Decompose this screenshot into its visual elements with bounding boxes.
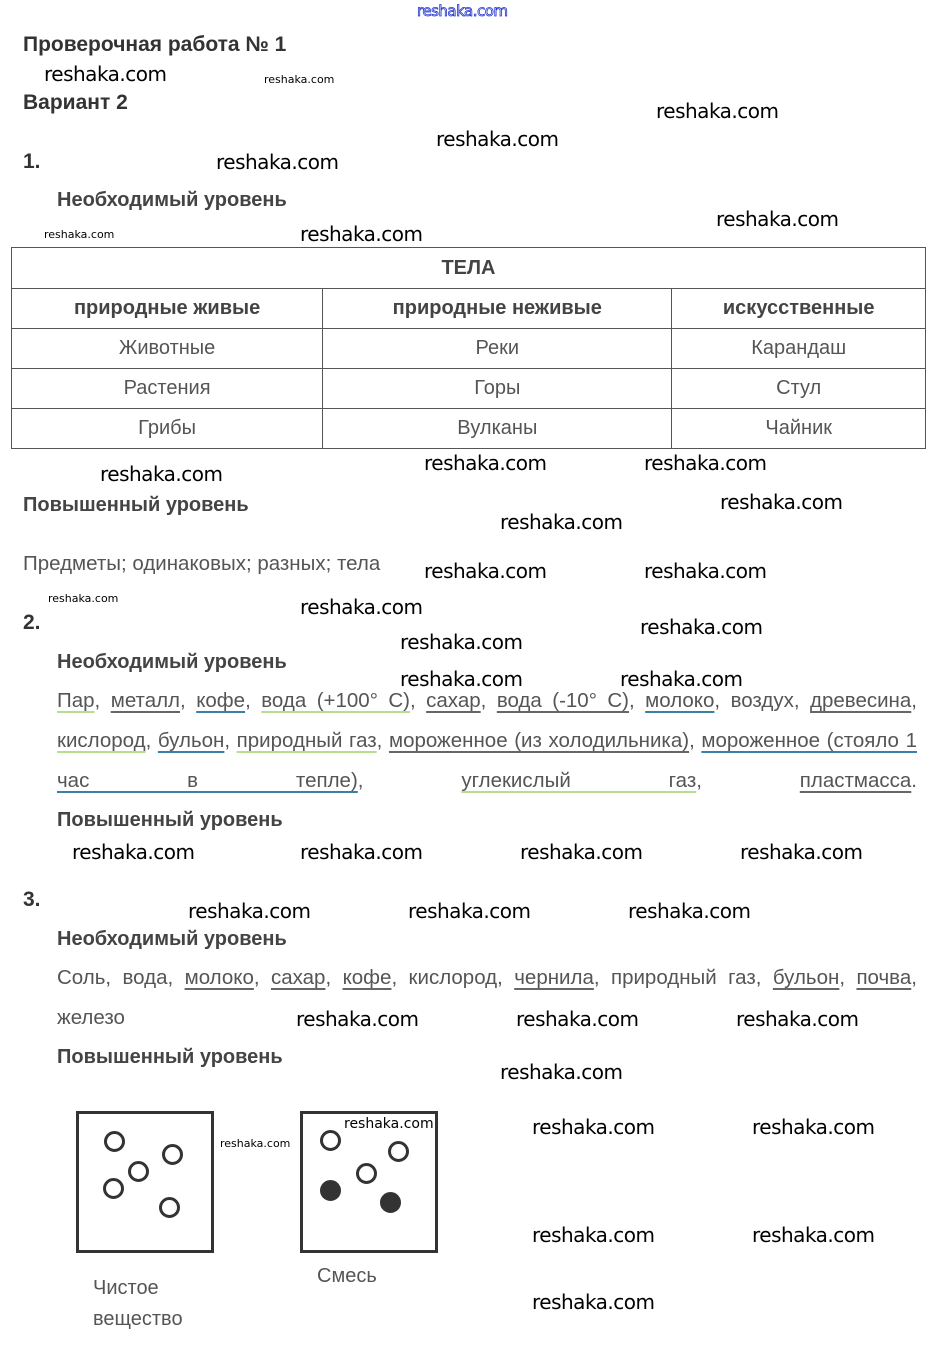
watermark: reshaka.com [424, 559, 547, 583]
bodies-table [11, 247, 926, 449]
watermark: reshaka.com [628, 899, 751, 923]
watermark: reshaka.com [516, 1007, 639, 1031]
watermark: reshaka.com [500, 1060, 623, 1084]
watermark: reshaka.com [220, 1137, 291, 1150]
table-cell: Реки [323, 329, 672, 369]
table-caption: ТЕЛА [12, 248, 926, 289]
column-header: природные неживые [323, 289, 672, 329]
answer-word: воздух [730, 689, 794, 712]
task3-basic-level: Необходимый уровень [57, 928, 287, 950]
answer-word: молоко [184, 966, 254, 989]
answer-word: чернила [514, 966, 594, 989]
answer-word: кислород [408, 966, 498, 989]
watermark: reshaka.com [264, 73, 335, 86]
watermark: reshaka.com [752, 1223, 875, 1247]
watermark: reshaka.com [640, 615, 763, 639]
answer-word: вода [122, 966, 168, 989]
watermark: reshaka.com [216, 150, 339, 174]
answer-word: природный газ [610, 966, 756, 989]
answer-word: кислород [57, 729, 146, 752]
filled-particle-icon [320, 1180, 341, 1201]
watermark: reshaka.com [520, 840, 643, 864]
variant-title: Вариант 2 [23, 91, 128, 114]
watermark: reshaka.com [408, 899, 531, 923]
answer-word: металл [110, 689, 181, 712]
particle-icon [356, 1163, 377, 1184]
watermark: reshaka.com [300, 840, 423, 864]
watermark: reshaka.com [532, 1115, 655, 1139]
task1-basic-level: Необходимый уровень [57, 189, 287, 211]
watermark: reshaka.com [300, 222, 423, 246]
table-row [12, 369, 926, 409]
task2-advanced-level: Повышенный уровень [57, 809, 283, 831]
table-cell: Грибы [12, 409, 323, 449]
answer-word: бульон [772, 966, 840, 989]
particle-icon [128, 1161, 149, 1182]
table-cell: Чайник [672, 409, 926, 449]
mixture-label: Смесь [317, 1265, 377, 1287]
particle-icon [159, 1197, 180, 1218]
watermark: reshaka.com [620, 667, 743, 691]
watermark: reshaka.com [44, 62, 167, 86]
watermark: reshaka.com [752, 1115, 875, 1139]
watermark: reshaka.com [532, 1290, 655, 1314]
pure-label-1: Чистое [93, 1277, 159, 1299]
watermark: reshaka.com [424, 451, 547, 475]
task1-number: 1. [23, 150, 41, 173]
mixture-diagram [300, 1111, 438, 1253]
watermark: reshaka.com [400, 630, 523, 654]
watermark: reshaka.com [400, 667, 523, 691]
watermark: reshaka.com [100, 462, 223, 486]
table-cell: Животные [12, 329, 323, 369]
task2-number: 2. [23, 611, 41, 634]
table-row [12, 409, 926, 449]
answer-word: природный газ [236, 729, 377, 752]
watermark: reshaka.com [644, 451, 767, 475]
particle-icon [162, 1144, 183, 1165]
answer-word: почва [856, 966, 912, 989]
answer-word: мороженное (стояло 1 час в тепле) [57, 729, 917, 792]
task2-basic-level: Необходимый уровень [57, 651, 287, 673]
watermark: reshaka.com [300, 595, 423, 619]
answer-word: молоко [645, 689, 715, 712]
table-row [12, 329, 926, 369]
table-cell: Вулканы [323, 409, 672, 449]
watermark: reshaka.com [436, 127, 559, 151]
watermark: reshaka.com [720, 490, 843, 514]
answer-word: древесина [810, 689, 912, 712]
particle-icon [320, 1130, 341, 1151]
table-cell: Растения [12, 369, 323, 409]
filled-particle-icon [380, 1192, 401, 1213]
table-cell: Карандаш [672, 329, 926, 369]
particle-icon [104, 1131, 125, 1152]
watermark: reshaka.com [656, 99, 779, 123]
pure-substance-diagram [76, 1111, 214, 1253]
answer-word: кофе [342, 966, 392, 989]
column-header: искусственные [672, 289, 926, 329]
pure-label-2: вещество [93, 1308, 183, 1330]
answer-word: вода (-10° С) [496, 689, 629, 712]
watermark: reshaka.com [72, 840, 195, 864]
answer-word: углекислый газ [461, 769, 697, 792]
task3-answer: Соль, вода, молоко, сахар, кофе, кислород, чернила, природный газ, бульон, почва, железо [57, 966, 917, 1029]
answer-word: бульон [157, 729, 225, 752]
task3-advanced-level: Повышенный уровень [57, 1046, 283, 1068]
answer-word: сахар [426, 689, 481, 712]
answer-word: сахар [270, 966, 326, 989]
table-cell: Горы [323, 369, 672, 409]
watermark: reshaka.com [417, 2, 508, 20]
page-title: Проверочная работа № 1 [23, 33, 287, 56]
watermark: reshaka.com [500, 510, 623, 534]
table-cell: Стул [672, 369, 926, 409]
task2-answer: Пар, металл, кофе, вода (+100° С), сахар, вода (-10° С), молоко, воздух, древесина, кислород, бульон, природный газ, мороженное (из холодильника), мороженное (стояло 1 час в тепле), углекислый газ, пластмасса. [57, 689, 917, 792]
particle-icon [388, 1141, 409, 1162]
answer-word: Соль [57, 966, 106, 989]
answer-word: вода (+100° С) [261, 689, 410, 712]
watermark: reshaka.com [48, 592, 119, 605]
watermark: reshaka.com [740, 840, 863, 864]
watermark: reshaka.com [296, 1007, 419, 1031]
task1-advanced-level: Повышенный уровень [23, 494, 249, 516]
answer-word: кофе [196, 689, 246, 712]
task3-number: 3. [23, 888, 41, 911]
answer-word: железо [57, 1006, 125, 1029]
task1-advanced-answer: Предметы; одинаковых; разных; тела [23, 552, 381, 575]
watermark: reshaka.com [344, 1116, 434, 1132]
answer-word: мороженное (из холодильника) [388, 729, 690, 752]
watermark: reshaka.com [188, 899, 311, 923]
watermark: reshaka.com [644, 559, 767, 583]
particle-icon [103, 1178, 124, 1199]
watermark: reshaka.com [716, 207, 839, 231]
watermark: reshaka.com [532, 1223, 655, 1247]
answer-word: пластмасса [799, 769, 912, 792]
column-header: природные живые [12, 289, 323, 329]
watermark: reshaka.com [44, 228, 115, 241]
watermark: reshaka.com [736, 1007, 859, 1031]
answer-word: Пар [57, 689, 95, 712]
